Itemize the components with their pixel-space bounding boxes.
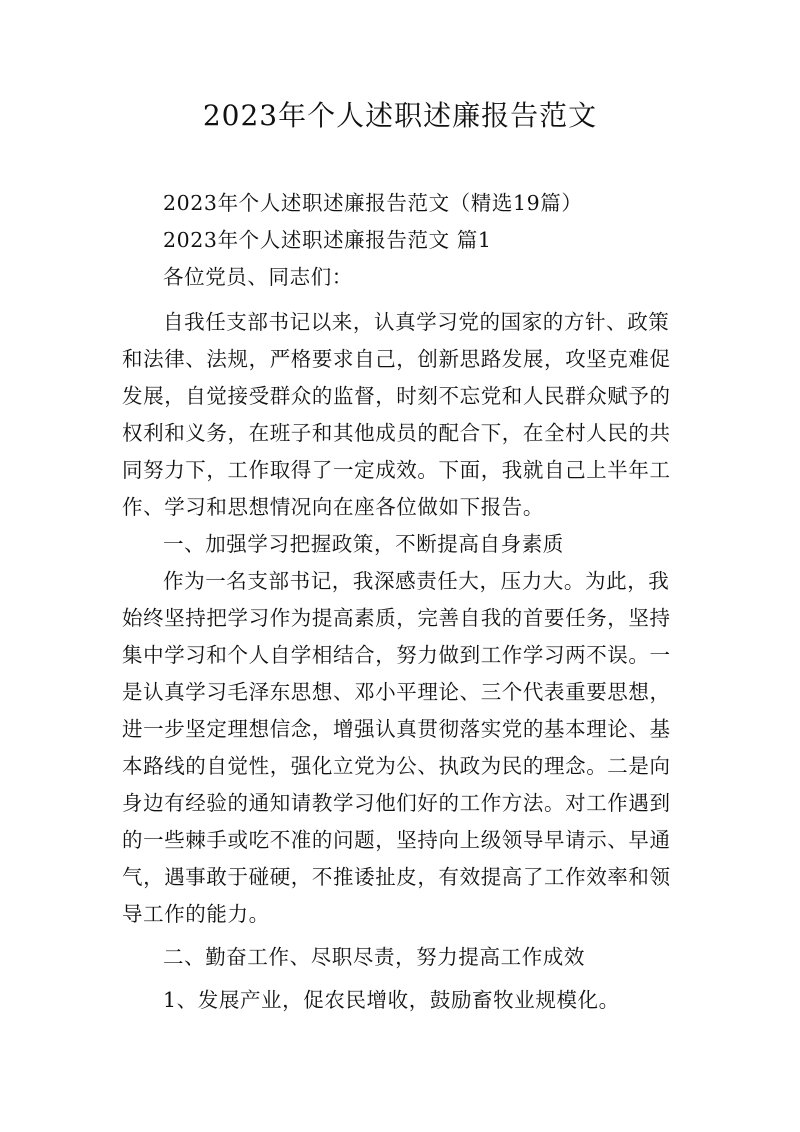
paragraph-line: 同努力下，工作取得了一定成效。下面，我就自己上半年工 [122, 458, 671, 482]
paragraph-line: 始终坚持把学习作为提高素质，完善自我的首要任务，坚持 [122, 606, 671, 630]
paragraph-line: 气，遇事敢于碰硬，不推诿扯皮，有效提高了工作效率和领 [122, 865, 671, 889]
paragraph-line: 发展，自觉接受群众的监督，时刻不忘党和人民群众赋予的 [122, 384, 671, 408]
subtitle-line: 2023年个人述职述廉报告范文（精选19篇） [163, 191, 583, 215]
section-heading-1: 2023年个人述职述廉报告范文 篇1 [163, 228, 492, 252]
spacer [122, 296, 678, 304]
document-body [122, 185, 678, 1019]
document-title: 2023年个人述职述廉报告范文 [202, 99, 598, 132]
salutation: 各位党员、同志们： [163, 265, 353, 289]
paragraph-line: 集中学习和个人自学相结合，努力做到工作学习两不误。一 [122, 643, 671, 667]
paragraph-line: 和法律、法规，严格要求自己，创新思路发展，攻坚克难促 [122, 347, 671, 371]
paragraph-line: 1、发展产业，促农民增收，鼓励畜牧业规模化。 [163, 988, 620, 1012]
paragraph-line: 权利和义务，在班子和其他成员的配合下，在全村人民的共 [122, 421, 671, 445]
heading-line: 二、勤奋工作、尽职尽责，努力提高工作成效 [163, 945, 585, 969]
paragraph-line: 是认真学习毛泽东思想、邓小平理论、三个代表重要思想， [122, 680, 671, 704]
paragraph-line: 身边有经验的通知请教学习他们好的工作方法。对工作遇到 [122, 791, 671, 815]
paragraph-line: 本路线的自觉性，强化立党为公、执政为民的理念。二是向 [122, 754, 671, 778]
heading-line: 一、加强学习把握政策，不断提高自身素质 [163, 532, 564, 556]
paragraph-line: 进一步坚定理想信念，增强认真贯彻落实党的基本理论、基 [122, 717, 671, 741]
paragraph-line: 导工作的能力。 [122, 902, 270, 926]
paragraph-line: 自我任支部书记以来，认真学习党的国家的方针、政策 [163, 310, 670, 334]
paragraph-line: 的一些棘手或吃不准的问题，坚持向上级领导早请示、早通 [122, 828, 671, 852]
paragraph-line: 作为一名支部书记，我深感责任大，压力大。为此，我 [163, 569, 670, 593]
paragraph-line: 作、学习和思想情况向在座各位做如下报告。 [122, 495, 544, 519]
